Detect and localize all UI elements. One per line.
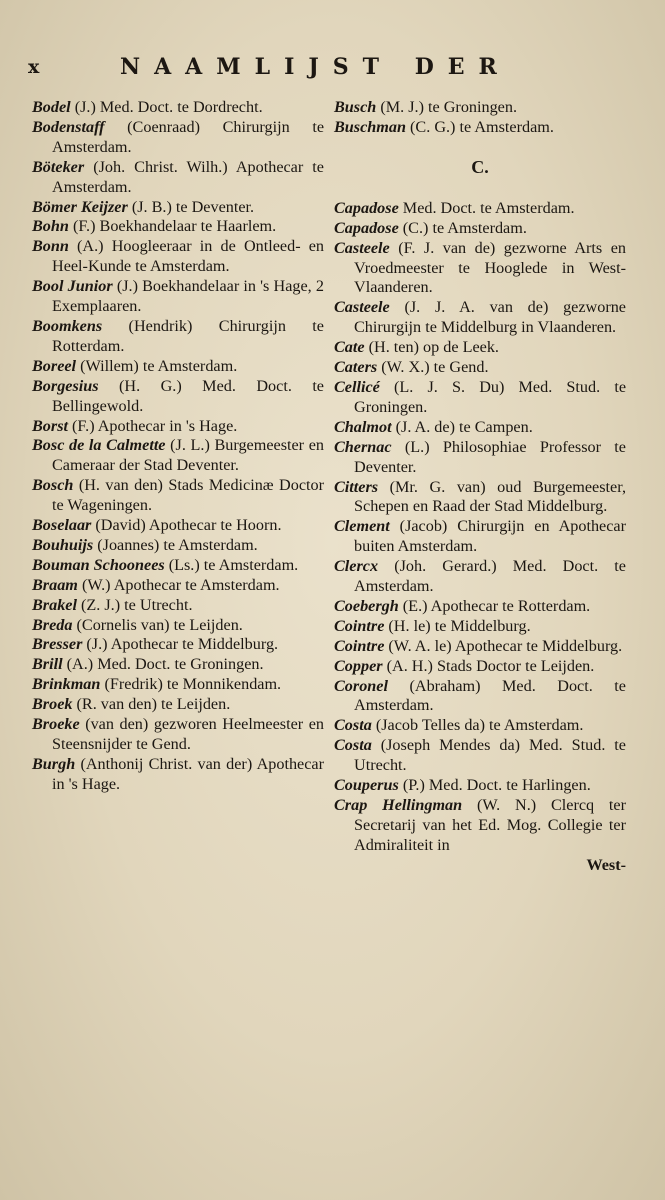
subscriber-entry bbox=[32, 98, 324, 118]
subscriber-details: (David) Apothecar te Hoorn. bbox=[91, 516, 282, 535]
page-header bbox=[28, 50, 638, 90]
subscriber-name: Copper bbox=[334, 656, 383, 675]
subscriber-entry bbox=[32, 715, 324, 755]
subscriber-entry bbox=[334, 338, 626, 358]
subscriber-details: (Jacob) Chirurgijn en Apothecar buiten Amsterdam. bbox=[354, 517, 626, 556]
subscriber-details: (J. A. de) te Campen. bbox=[391, 417, 533, 436]
subscriber-details: (C.) te Amsterdam. bbox=[398, 218, 527, 237]
subscriber-name: Brakel bbox=[32, 595, 77, 614]
subscriber-name: Borgesius bbox=[32, 376, 99, 395]
subscriber-entry bbox=[334, 358, 626, 378]
subscriber-details: (F.) Boekhandelaar te Haarlem. bbox=[68, 217, 277, 236]
catchword: West- bbox=[586, 855, 626, 874]
subscriber-details: (Fredrik) te Monnikendam. bbox=[100, 675, 282, 694]
subscriber-entry bbox=[32, 516, 324, 536]
subscriber-name: Boselaar bbox=[32, 516, 92, 535]
subscriber-details: (C. G.) te Amsterdam. bbox=[405, 117, 554, 136]
subscriber-name: Cointre bbox=[334, 616, 385, 635]
subscriber-details: (J. B.) te Deventer. bbox=[127, 197, 255, 216]
subscriber-details: (R. van den) te Leijden. bbox=[72, 695, 231, 714]
subscriber-entry bbox=[32, 616, 324, 636]
subscriber-name: Costa bbox=[334, 736, 372, 755]
subscriber-name: Casteele bbox=[334, 298, 390, 317]
subscriber-name: Broek bbox=[32, 695, 73, 714]
subscriber-name: Burgh bbox=[32, 754, 76, 773]
subscriber-details: (L. J. S. Du) Med. Stud. te Groningen. bbox=[354, 377, 626, 416]
subscriber-details: (Willem) te Amsterdam. bbox=[76, 356, 238, 375]
subscriber-entry bbox=[32, 436, 324, 476]
subscriber-entry bbox=[334, 239, 626, 299]
subscriber-details: (A.) Hoogleeraar in de Ontleed- en Heel-Kunde te Amsterdam. bbox=[52, 237, 324, 276]
subscriber-name: Brinkman bbox=[32, 675, 101, 694]
subscriber-entry bbox=[334, 298, 626, 338]
subscriber-entry bbox=[32, 158, 324, 198]
subscriber-details: (Z. J.) te Utrecht. bbox=[76, 595, 193, 614]
subscriber-details: (Joh. Christ. Wilh.) Apothecar te Amsterdam. bbox=[52, 157, 324, 196]
subscriber-entry bbox=[32, 536, 324, 556]
subscriber-name: Crap Hellingman bbox=[334, 796, 463, 814]
subscriber-name: Couperus bbox=[334, 776, 399, 795]
subscriber-entry bbox=[334, 478, 626, 518]
subscriber-name: Cellicé bbox=[334, 377, 380, 396]
subscriber-entry bbox=[334, 637, 626, 657]
subscriber-name: Bodel bbox=[32, 98, 71, 116]
subscriber-name: Boreel bbox=[32, 356, 77, 375]
page-number: x bbox=[28, 56, 40, 78]
subscriber-entry bbox=[32, 755, 324, 795]
subscriber-name: Caters bbox=[334, 358, 378, 377]
subscriber-name: Chernac bbox=[334, 437, 392, 456]
subscriber-entry bbox=[32, 556, 324, 576]
left-column bbox=[32, 98, 324, 795]
subscriber-name: Cate bbox=[334, 338, 365, 357]
subscriber-entry bbox=[32, 198, 324, 218]
subscriber-details: (A. H.) Stads Doctor te Leijden. bbox=[382, 656, 595, 675]
subscriber-entry bbox=[32, 635, 324, 655]
subscriber-details: Med. Doct. te Amsterdam. bbox=[398, 198, 575, 217]
subscriber-entry bbox=[334, 378, 626, 418]
subscriber-name: Braam bbox=[32, 575, 78, 594]
subscriber-entry bbox=[334, 716, 626, 736]
subscriber-details: (Mr. G. van) oud Burgemeester, Schepen en Raad der Stad Middelburg. bbox=[354, 477, 626, 516]
subscriber-entry bbox=[32, 317, 324, 357]
subscriber-details: (J.) Apothecar te Middelburg. bbox=[82, 635, 279, 654]
section-letter: C. bbox=[471, 156, 489, 177]
subscriber-entry bbox=[334, 517, 626, 557]
subscriber-details: (Joannes) te Amsterdam. bbox=[93, 535, 258, 554]
subscriber-name: Böteker bbox=[32, 157, 85, 176]
subscriber-name: Chalmot bbox=[334, 417, 392, 436]
subscriber-name: Busch bbox=[334, 98, 377, 116]
subscriber-entry bbox=[334, 657, 626, 677]
subscriber-entry bbox=[334, 617, 626, 637]
subscriber-details: (A.) Med. Doct. te Groningen. bbox=[62, 655, 264, 674]
subscriber-name: Clement bbox=[334, 517, 390, 536]
subscriber-details: (Cornelis van) te Leijden. bbox=[72, 615, 243, 634]
subscriber-name: Bouman Schoonees bbox=[32, 555, 165, 574]
subscriber-entry bbox=[32, 695, 324, 715]
subscriber-details: (H. G.) Med. Doct. te Bellingewold. bbox=[52, 376, 324, 415]
subscriber-entry bbox=[334, 98, 626, 118]
subscriber-entry bbox=[334, 438, 626, 478]
subscriber-name: Coronel bbox=[334, 676, 388, 695]
subscriber-details: (Abraham) Med. Doct. te Amsterdam. bbox=[354, 676, 626, 715]
subscriber-name: Bresser bbox=[32, 635, 83, 654]
subscriber-name: Brill bbox=[32, 655, 63, 674]
subscriber-details: (Anthonij Christ. van der) Apothecar in 's Hage. bbox=[52, 754, 324, 793]
subscriber-details: (J.) Boekhandelaar in 's Hage, 2 Exemplaaren. bbox=[52, 277, 324, 316]
subscriber-entry bbox=[32, 217, 324, 237]
subscriber-entry bbox=[32, 596, 324, 616]
subscriber-details: (Joseph Mendes da) Med. Stud. te Utrecht. bbox=[354, 736, 626, 775]
subscriber-name: Buschman bbox=[334, 117, 406, 136]
subscriber-details: (Hendrik) Chirurgijn te Rotterdam. bbox=[52, 316, 324, 355]
subscriber-name: Bömer Keijzer bbox=[32, 197, 128, 216]
subscriber-entry bbox=[334, 219, 626, 239]
subscriber-name: Casteele bbox=[334, 238, 390, 257]
subscriber-entry bbox=[32, 237, 324, 277]
subscriber-details: (H. ten) op de Leek. bbox=[364, 338, 499, 357]
subscriber-entry bbox=[32, 277, 324, 317]
subscriber-entry bbox=[32, 417, 324, 437]
subscriber-details: (W. A. le) Apothecar te Middelburg. bbox=[384, 636, 623, 655]
subscriber-entry bbox=[334, 199, 626, 219]
subscriber-entry bbox=[32, 576, 324, 596]
subscriber-entry bbox=[334, 118, 626, 138]
subscriber-name: Boomkens bbox=[32, 316, 103, 335]
subscriber-details: (Jacob Telles da) te Amsterdam. bbox=[371, 716, 584, 735]
subscriber-details: (W.) Apothecar te Amsterdam. bbox=[77, 575, 280, 594]
subscriber-name: Bouhuijs bbox=[32, 535, 94, 554]
subscriber-name: Bosc de la Calmette bbox=[32, 436, 166, 455]
subscriber-name: Bodenstaff bbox=[32, 117, 105, 136]
subscriber-details: (J. L.) Burgemeester en Cameraar der Stad Deventer. bbox=[52, 436, 324, 475]
running-title: NAAMLIJST DER bbox=[120, 54, 511, 80]
subscriber-details: (H. le) te Middelburg. bbox=[384, 616, 531, 635]
subscriber-entry bbox=[334, 557, 626, 597]
right-column bbox=[334, 98, 626, 876]
subscriber-name: Bool Junior bbox=[32, 277, 113, 296]
subscriber-entry bbox=[32, 357, 324, 377]
subscriber-name: Clercx bbox=[334, 557, 379, 576]
subscriber-entry bbox=[32, 655, 324, 675]
subscriber-entry bbox=[32, 675, 324, 695]
subscriber-entry bbox=[334, 677, 626, 717]
right-column-entries bbox=[334, 199, 626, 856]
subscriber-name: Bonn bbox=[32, 237, 69, 256]
subscriber-name: Coebergh bbox=[334, 596, 399, 615]
subscriber-name: Bosch bbox=[32, 476, 74, 495]
subscriber-entry bbox=[32, 118, 324, 158]
subscriber-details: (W. N.) Clercq ter Secretarij van het Ed. Mog. Collegie ter Admiraliteit in bbox=[354, 796, 626, 854]
subscriber-name: Borst bbox=[32, 416, 68, 435]
subscriber-entry bbox=[334, 796, 626, 856]
subscriber-entry bbox=[334, 776, 626, 796]
subscriber-details: (H. van den) Stads Medicinæ Doctor te Wageningen. bbox=[52, 476, 324, 515]
subscriber-entry bbox=[334, 418, 626, 438]
subscriber-name: Costa bbox=[334, 716, 372, 735]
subscriber-details: (J.) Med. Doct. te Dordrecht. bbox=[70, 98, 263, 116]
subscriber-entry bbox=[334, 736, 626, 776]
subscriber-details: (E.) Apothecar te Rotterdam. bbox=[398, 596, 591, 615]
subscriber-name: Breda bbox=[32, 615, 73, 634]
subscriber-name: Citters bbox=[334, 477, 379, 496]
subscriber-details: (W. X.) te Gend. bbox=[377, 358, 489, 377]
subscriber-details: (van den) gezworen Heelmeester en Steensnijder te Gend. bbox=[52, 715, 324, 753]
subscriber-name: Capadose bbox=[334, 218, 399, 237]
subscriber-details: (P.) Med. Doct. te Harlingen. bbox=[398, 776, 591, 795]
subscriber-details: (F. J. van de) gezworne Arts en Vroedmeester te Hooglede in West-Vlaanderen. bbox=[354, 238, 626, 297]
subscriber-details: (J. J. A. van de) gezworne Chirurgijn te Middelburg in Vlaanderen. bbox=[354, 298, 626, 337]
subscriber-details: (F.) Apothecar in 's Hage. bbox=[68, 416, 238, 435]
subscriber-details: (L.) Philosophiae Professor te Deventer. bbox=[354, 437, 626, 476]
subscriber-entry bbox=[32, 476, 324, 516]
subscriber-entry bbox=[32, 377, 324, 417]
subscriber-details: (Coenraad) Chirurgijn te Amsterdam. bbox=[52, 117, 324, 156]
subscriber-details: (Joh. Gerard.) Med. Doct. te Amsterdam. bbox=[354, 557, 626, 596]
subscriber-details: (M. J.) te Groningen. bbox=[376, 98, 518, 116]
subscriber-entry bbox=[334, 597, 626, 617]
subscriber-name: Broeke bbox=[32, 715, 80, 734]
right-column-top-entries bbox=[334, 98, 626, 138]
subscriber-details: (Ls.) te Amsterdam. bbox=[164, 555, 299, 574]
subscriber-name: Bohn bbox=[32, 217, 69, 236]
subscriber-name: Cointre bbox=[334, 636, 385, 655]
subscriber-name: Capadose bbox=[334, 198, 399, 217]
